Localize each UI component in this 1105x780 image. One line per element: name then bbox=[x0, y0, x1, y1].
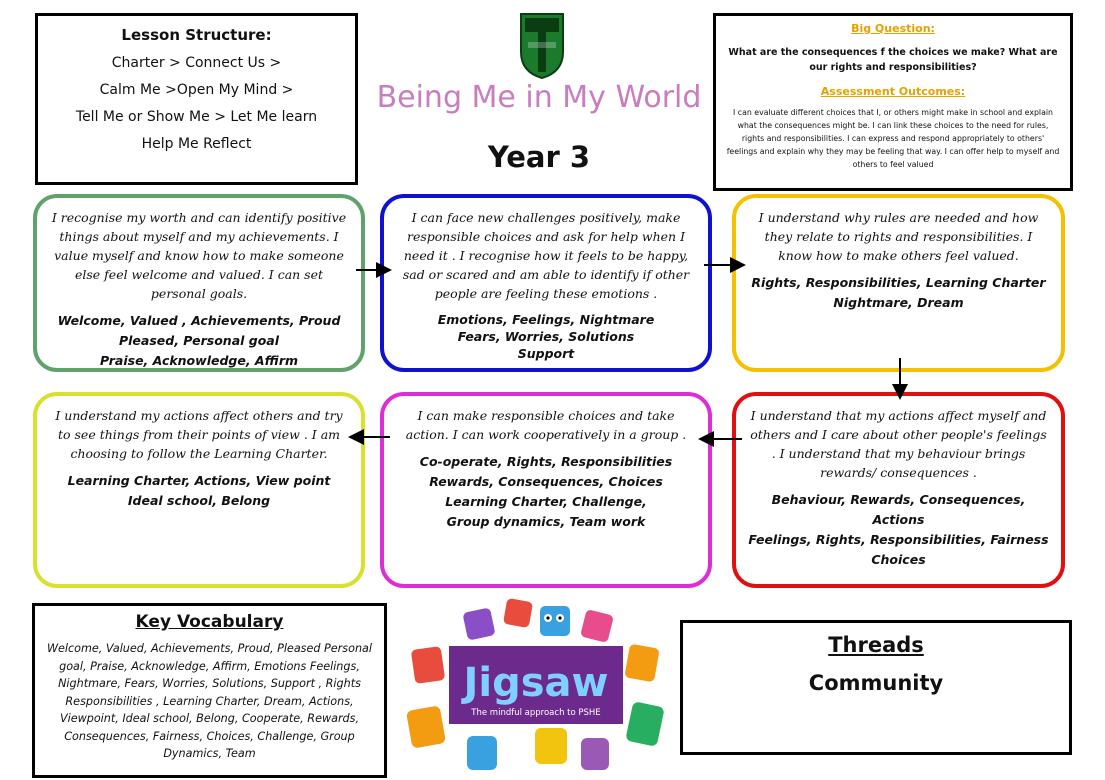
lesson-structure-line: Calm Me >Open My Mind > bbox=[99, 82, 294, 98]
jigsaw-brand-text: Jigsaw bbox=[463, 660, 609, 706]
vocab-line: Learning Charter, Challenge, bbox=[445, 494, 647, 509]
year-label: Year 3 bbox=[487, 140, 591, 174]
outcome-description: I understand that my actions affect myself and others and I care about other people's feelings . I understand that my behaviour brings rewards/ consequences . bbox=[750, 408, 1047, 480]
lesson-structure-line: Help Me Reflect bbox=[141, 136, 252, 152]
outcome-description: I recognise my worth and can identify positive things about myself and my achievements. I value myself and know how to make someone else feel welcome and valued. I can set personal goals. bbox=[51, 210, 347, 301]
lesson-structure-line: Charter > Connect Us > bbox=[111, 55, 282, 71]
vocab-line: Behaviour, Rewards, Consequences, Actions bbox=[771, 492, 1026, 527]
vocab-line: Feelings, Rights, Responsibilities, Fairness bbox=[748, 532, 1049, 547]
vocab-line: Choices bbox=[871, 552, 926, 567]
threads-value: Community bbox=[808, 671, 944, 695]
vocab-line: Co-operate, Rights, Responsibilities bbox=[419, 454, 673, 469]
vocab-line: Emotions, Feelings, Nightmare bbox=[437, 312, 655, 327]
vocab-line: Ideal school, Belong bbox=[127, 493, 271, 508]
page-title: Being Me in My World bbox=[376, 80, 702, 115]
vocab-line: Welcome, Valued , Achievements, Proud bbox=[57, 313, 341, 328]
vocab-line: Group dynamics, Team work bbox=[446, 514, 646, 529]
outcome-description: I understand why rules are needed and how they relate to rights and responsibilities. I know how to make others feel valued. bbox=[758, 210, 1039, 263]
outcome-description: I understand my actions affect others and try to see things from their points of view . I am choosing to follow the Learning Charter. bbox=[55, 408, 343, 461]
vocab-line: Support bbox=[517, 346, 575, 361]
vocab-line: Nightmare, Dream bbox=[833, 295, 964, 310]
big-question-heading: Big Question: bbox=[851, 22, 935, 35]
lesson-structure-line: Tell Me or Show Me > Let Me learn bbox=[75, 109, 318, 125]
vocab-line: Learning Charter, Actions, View point bbox=[67, 473, 331, 488]
vocab-line: Rewards, Consequences, Choices bbox=[429, 474, 663, 489]
lesson-structure-title: Lesson Structure: bbox=[121, 26, 272, 44]
big-question-text: What are the consequences f the choices we make? What are our rights and responsibilities? bbox=[728, 47, 1058, 73]
outcome-description: I can make responsible choices and take action. I can work cooperatively in a group . bbox=[405, 408, 687, 442]
vocab-line: Pleased, Personal goal bbox=[118, 333, 280, 348]
outcome-description: I can face new challenges positively, make responsible choices and ask for help when I need it . I recognise how it feels to be happy, sad or scared and am able to identify if other people are feeling these emotions . bbox=[402, 210, 690, 301]
key-vocabulary-title: Key Vocabulary bbox=[135, 612, 284, 632]
jigsaw-logo bbox=[405, 598, 667, 778]
threads-panel bbox=[680, 620, 1072, 755]
key-vocabulary-panel bbox=[32, 603, 387, 778]
jigsaw-tagline: The mindful approach to PSHE bbox=[471, 708, 601, 718]
threads-title: Threads bbox=[828, 633, 924, 657]
vocab-line: Praise, Acknowledge, Affirm bbox=[99, 353, 299, 368]
assessment-outcomes-heading: Assessment Outcomes: bbox=[820, 85, 966, 98]
vocab-line: Rights, Responsibilities, Learning Charter bbox=[751, 275, 1046, 290]
vocab-line: Fears, Worries, Solutions bbox=[457, 329, 635, 344]
key-vocabulary-text: Welcome, Valued, Achievements, Proud, Pleased Personal goal, Praise, Acknowledge, Affirm, Emotions Feelings, Nightmare, Fears, Worries, Solutions, Support , Rights Responsibilities , Learning Charter, Dream, Actions, Viewpoint, Ideal school, Belong, Cooperate, Rewards, Consequences, Fairness, Choices, Challenge, Group Dynamics, Team bbox=[46, 642, 373, 760]
assessment-outcomes-text: I can evaluate different choices that I, or others might make in school and explain what the consequences might be. I can link these choices to the need for rules, rights and responsibilities. I can express and respond appropriately to others' feelings and explain why they may be feeling that way. I can offer help to myself and others to feel valued bbox=[726, 108, 1060, 169]
